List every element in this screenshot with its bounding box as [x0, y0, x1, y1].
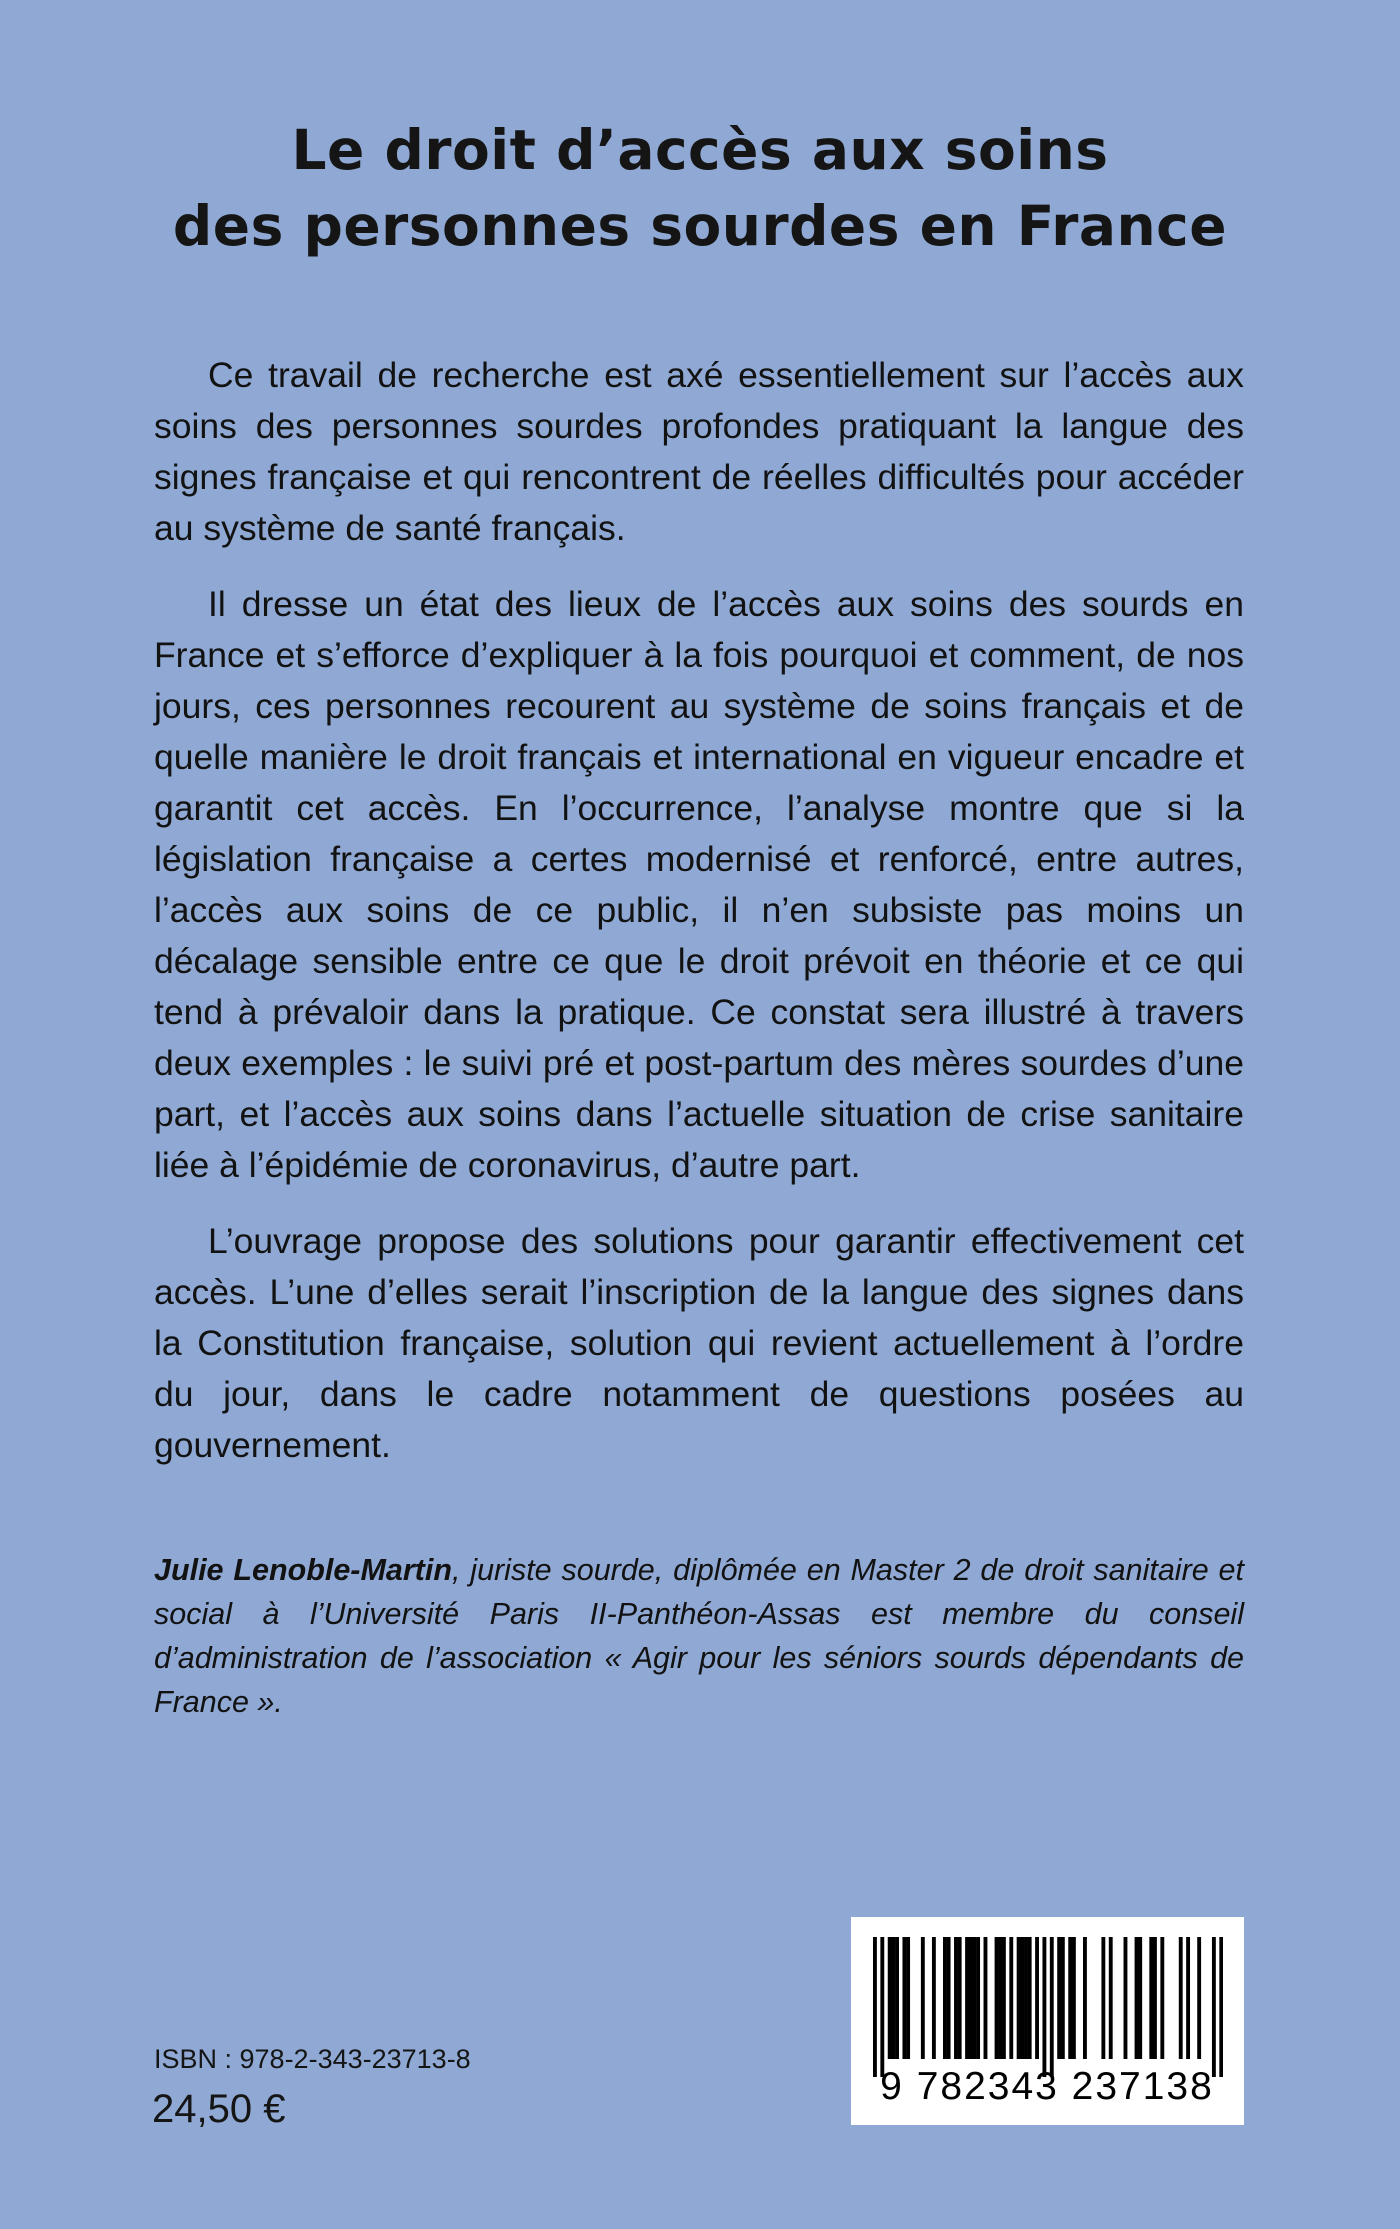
barcode — [851, 1917, 1244, 2125]
summary-paragraph-3: L’ouvrage propose des solutions pour garantir effectivement cet accès. L’une d’elles serait l’inscription de la langue des signes dans la Constitution française, solution qui revient actuellement à l’ordre du jour, dans le cadre notamment de questions posées au gouvernement. — [154, 1221, 1244, 1465]
barcode-bar — [984, 1937, 988, 2059]
barcode-bar — [958, 1937, 962, 2059]
barcode-bar — [1135, 1937, 1139, 2059]
barcode-bars — [873, 1937, 1223, 2077]
barcode-bar — [1002, 1937, 1006, 2059]
barcode-bar — [1153, 1937, 1157, 2059]
summary-text — [154, 350, 1244, 1496]
author-bio-text: , juriste sourde, diplômée en Master 2 de droit sanitaire et social à l’Université Paris II-Panthéon-Assas est membre du conseil d’administration de l’association « Agir pour les séniors sourds dépendants de France ». — [154, 1553, 1244, 1719]
barcode-bar — [1072, 1937, 1076, 2059]
barcode-bar — [943, 1937, 947, 2059]
barcode-bar — [1050, 1937, 1054, 2077]
barcode-bar — [1042, 1937, 1046, 2077]
barcode-bar — [1028, 1937, 1032, 2059]
barcode-bar — [895, 1937, 899, 2059]
barcode-bar — [1109, 1937, 1113, 2059]
barcode-bar — [1219, 1937, 1223, 2077]
summary-paragraph-1: Ce travail de recherche est axé essentiellement sur l’accès aux soins des personnes sourdes profondes pratiquant la langue des signes française et qui rencontrent de réelles difficultés pour accéder au système de santé français. — [154, 355, 1244, 548]
barcode-bar — [1035, 1937, 1039, 2059]
barcode-bar — [1068, 1937, 1072, 2059]
barcode-bar — [888, 1937, 892, 2059]
barcode-bar — [1212, 1937, 1216, 2077]
isbn-label: ISBN : 978-2-343-23713-8 — [154, 2044, 471, 2074]
author-bio — [154, 1548, 1244, 1724]
barcode-bar — [998, 1937, 1002, 2059]
barcode-bar — [1101, 1937, 1105, 2059]
barcode-bar — [976, 1937, 980, 2059]
barcode-digits: 9 782343 237138 — [880, 2065, 1214, 2108]
barcode-bar — [1061, 1937, 1065, 2059]
barcode-bar — [1024, 1937, 1028, 2059]
price-label: 24,50 € — [152, 2087, 286, 2131]
barcode-bar — [932, 1937, 936, 2059]
barcode-bar — [1149, 1937, 1153, 2059]
barcode-bar — [972, 1937, 976, 2059]
barcode-bar — [1160, 1937, 1164, 2059]
barcode-bar — [1179, 1937, 1183, 2059]
book-title — [0, 112, 1400, 264]
barcode-bar — [891, 1937, 895, 2059]
barcode-bar — [1083, 1937, 1087, 2059]
author-name: Julie Lenoble-Martin — [154, 1553, 452, 1587]
barcode-bar — [947, 1937, 951, 2059]
barcode-bar — [902, 1937, 906, 2059]
barcode-bar — [1017, 1937, 1021, 2059]
barcode-bar — [1020, 1937, 1024, 2059]
barcode-bar — [1186, 1937, 1190, 2059]
barcode-bar — [954, 1937, 958, 2059]
barcode-bar — [969, 1937, 973, 2059]
barcode-bar — [1197, 1937, 1201, 2059]
title-line-2: des personnes sourdes en France — [172, 194, 1228, 258]
barcode-bar — [906, 1937, 910, 2059]
barcode-bar — [1009, 1937, 1013, 2059]
barcode-bar — [1138, 1937, 1142, 2059]
title-line-1: Le droit d’accès aux soins — [291, 118, 1109, 182]
barcode-bar — [1124, 1937, 1128, 2059]
barcode-bar — [921, 1937, 925, 2059]
barcode-bar — [880, 1937, 884, 2077]
barcode-bar — [965, 1937, 969, 2059]
summary-paragraph-2: Il dresse un état des lieux de l’accès aux soins des sourds en France et s’efforce d’expliquer à la fois pourquoi et comment, de nos jours, ces personnes recourent au système de soins français et de quelle manière le droit français et international en vigueur encadre et garantit cet accès. En l’occurrence, l’analyse montre que si la législation française a certes modernisé et renforcé, entre autres, l’accès aux soins de ce public, il n’en subsiste pas moins un décalage sensible entre ce que le droit prévoit en théorie et ce qui tend à prévaloir dans la pratique. Ce constat sera illustré à travers deux exemples : le suivi pré et post-partum des mères sourdes d’une part, et l’accès aux soins dans l’actuelle situation de crise sanitaire liée à l’épidémie de coronavirus, d’autre part. — [154, 584, 1244, 1185]
barcode-bar — [995, 1937, 999, 2059]
barcode-bar — [873, 1937, 877, 2077]
barcode-bar — [1057, 1937, 1061, 2059]
